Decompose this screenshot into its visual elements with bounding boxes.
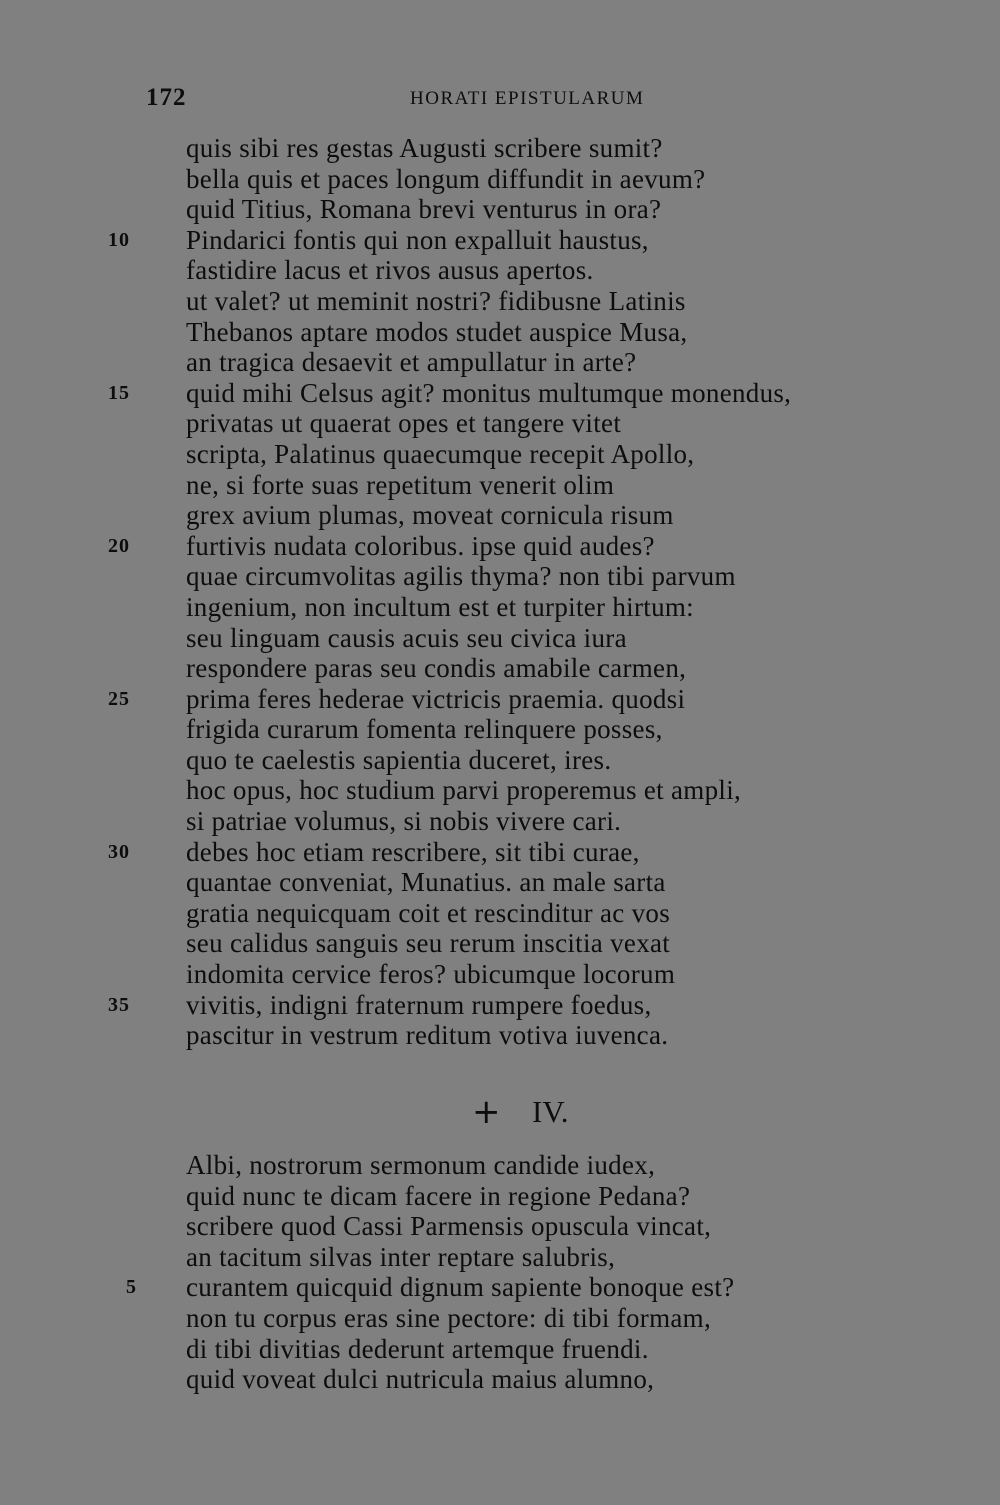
verse-text: quid nunc te dicam facere in regione Pedana? [186,1180,691,1211]
verse-text: fastidire lacus et rivos ausus apertos. [186,255,594,286]
verse-line [0,623,1000,654]
verse-line [0,194,1000,225]
verse-line [0,775,1000,806]
verse-text: grex avium plumas, moveat cornicula risum [186,500,674,531]
verse-text: Pindarici fontis qui non expalluit haustus, [186,224,649,255]
verse-line [0,255,1000,286]
verse-text: respondere paras seu condis amabile carmen, [186,653,687,684]
verse-text: quid Titius, Romana brevi venturus in ora? [186,194,662,225]
verse-text: ingenium, non incultum est et turpiter hirtum: [186,591,694,622]
verse-line [0,500,1000,531]
page-header [0,84,1000,120]
verse-text: scribere quod Cassi Parmensis opuscula vincat, [186,1211,712,1242]
running-title: HORATI EPISTULARUM [410,88,645,109]
verse-line [0,806,1000,837]
verse-line [0,714,1000,745]
verse-line [0,439,1000,470]
verse-line [0,225,1000,256]
line-number: 35 [108,993,130,1016]
verse-line [0,561,1000,592]
verse-text: privatas ut quaerat opes et tangere vitet [186,408,622,439]
verse-text: quantae conveniat, Munatius. an male sarta [186,867,666,898]
verse-text: quid voveat dulci nutricula maius alumno, [186,1364,655,1395]
verse-line [0,133,1000,164]
verse-text: Albi, nostrorum sermonum candide iudex, [186,1150,656,1180]
verse-line [0,378,1000,409]
epistle-iii-text [0,133,1000,1051]
verse-line [0,1334,1000,1365]
verse-line [0,286,1000,317]
verse-line [0,867,1000,898]
verse-text: curantem quicquid dignum sapiente bonoque est? [186,1272,735,1303]
verse-line [0,1272,1000,1303]
line-number: 20 [108,534,130,557]
verse-line [0,531,1000,562]
verse-line [0,1020,1000,1051]
verse-line [0,1303,1000,1334]
verse-text: seu calidus sanguis seu rerum inscitia vexat [186,928,671,959]
verse-text: furtivis nudata coloribus. ipse quid audes? [186,530,655,561]
verse-text: non tu corpus eras sine pectore: di tibi formam, [186,1302,712,1333]
line-number: 10 [108,228,130,251]
verse-line [0,164,1000,195]
verse-text: debes hoc etiam rescribere, sit tibi curae, [186,836,640,867]
line-number: 30 [108,840,130,863]
verse-text: seu linguam causis acuis seu civica iura [186,622,627,653]
verse-text: hoc opus, hoc studium parvi properemus et ampli, [186,775,742,806]
verse-text: an tacitum silvas inter reptare salubris, [186,1241,616,1272]
line-number: 15 [108,381,130,404]
verse-text: scripta, Palatinus quaecumque recepit Apollo, [186,438,695,469]
verse-line [0,347,1000,378]
verse-line [0,745,1000,776]
verse-text: ut valet? ut meminit nostri? fidibusne Latinis [186,285,686,316]
verse-text: quae circumvolitas agilis thyma? non tibi parvum [186,561,736,592]
verse-text: si patriae volumus, si nobis vivere cari. [186,806,622,837]
verse-line [0,470,1000,501]
epistle-iv-text [0,1150,1000,1395]
verse-line [0,959,1000,990]
verse-text: vivitis, indigni fraternum rumpere foedus, [186,989,652,1020]
verse-line [0,317,1000,348]
verse-line [0,898,1000,929]
verse-text: an tragica desaevit et ampullatur in arte? [186,347,637,378]
verse-text: Thebanos aptare modos studet auspice Musa, [186,316,688,347]
section-title: IV. [532,1094,569,1129]
verse-text: indomita cervice feros? ubicumque locorum [186,959,676,990]
verse-line [0,990,1000,1021]
line-number: 5 [126,1276,137,1299]
verse-text: pascitur in vestrum reditum votiva iuvenca. [186,1020,669,1051]
verse-line [0,592,1000,623]
verse-line [0,1181,1000,1212]
verse-line [0,1364,1000,1395]
verse-text: quid mihi Celsus agit? monitus multumque monendus, [186,377,792,408]
line-number: 25 [108,687,130,710]
verse-text: bella quis et paces longum diffundit in aevum? [186,163,706,194]
verse-line [0,1242,1000,1273]
verse-text: quis sibi res gestas Augusti scribere sumit? [186,133,663,163]
verse-text: frigida curarum fomenta relinquere posses, [186,714,663,745]
verse-text: ne, si forte suas repetitum venerit olim [186,469,615,500]
verse-line [0,837,1000,868]
verse-text: prima feres hederae victricis praemia. quodsi [186,683,686,714]
verse-text: gratia nequicquam coit et rescinditur ac vos [186,897,671,928]
verse-line [0,653,1000,684]
verse-line [0,408,1000,439]
verse-text: quo te caelestis sapientia duceret, ires. [186,744,612,775]
verse-line [0,1150,1000,1181]
verse-line [0,1211,1000,1242]
verse-line [0,928,1000,959]
page-number: 172 [146,84,187,111]
verse-line [0,684,1000,715]
cross-mark-icon: + [472,1092,501,1132]
section-heading [0,1090,1000,1134]
verse-text: di tibi divitias dederunt artemque fruendi. [186,1333,649,1364]
